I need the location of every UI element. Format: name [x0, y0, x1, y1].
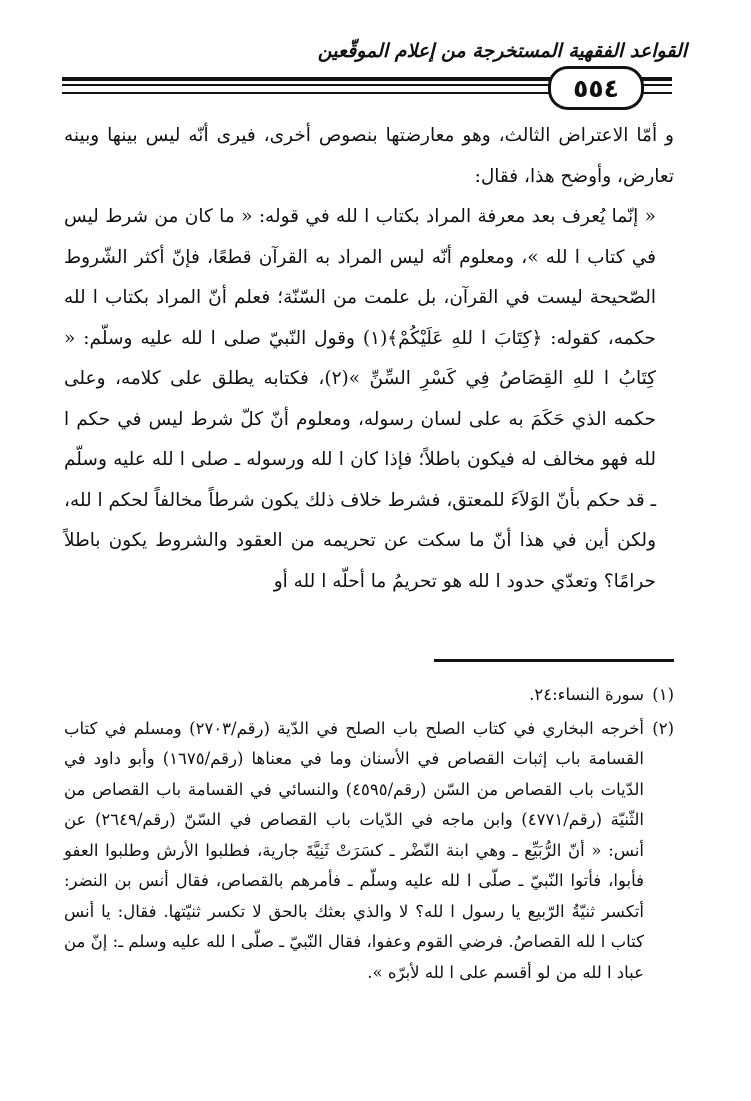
paragraph: و أمّا الاعتراض الثالث، وهو معارضتها بنصوص أخرى، فيرى أنّه ليس بينها وبينه تعارض، وأوضح هذا، فقال:	[64, 125, 674, 187]
main-text	[64, 116, 674, 602]
page-number	[548, 66, 644, 110]
footnote-marker: (١)	[652, 685, 674, 704]
running-title: القواعد الفقهية المستخرجة من إعلام الموقّعين	[317, 40, 687, 62]
footnote-marker: (٢)	[652, 718, 674, 738]
footnotes	[64, 680, 674, 991]
footnote-text: سورة النساء:٢٤.	[529, 685, 644, 704]
footnote-separator	[434, 659, 674, 662]
paragraph: « إنّما يُعرف بعد معرفة المراد بكتاب ا لله في قوله: « ما كان من شرط ليس في كتاب ا لله »، ومعلوم أنّه ليس المراد به القرآن قطعًا، فإنّ أكثر الشّروط الصّحيحة ليست في القرآن، بل علمت من السّنّة؛ فعلم أنّ المراد بكتاب ا لله حكمه، كقوله: ﴿كِتَابَ ا للهِ عَلَيْكُمْ﴾(١) وقول النّبيّ صلى ا لله عليه وسلّم: « كِتَابُ ا للهِ القِصَاصُ فِي كَسْرِ السِّنِّ »(٢)، فكتابه يطلق على كلامه، وعلى حكمه الذي حَكَمَ به على لسان رسوله، ومعلوم أنّ كلّ شرط ليس في حكم ا لله فهو مخالف له فيكون باطلاً؛ فإذا كان ا لله ورسوله ـ صلى ا لله عليه وسلّم ـ قد حكم بأنّ الوَلاَءَ للمعتق، فشرط خلاف ذلك يكون شرطاً مخالفاً لحكم ا لله، ولكن أين في هذا أنّ ما سكت عن تحريمه من العقود والشروط يكون باطلاً حرامًا؟ وتعدّي حدود ا لله هو تحريمُ ما أحلّه ا لله أو	[64, 206, 656, 592]
footnote	[64, 714, 674, 989]
page-number-text: ٥٥٤	[573, 73, 619, 103]
footnote	[64, 680, 674, 711]
footnote-text: أخرجه البخاري في كتاب الصلح باب الصلح في الدّية (رقم/٢٧٠٣) ومسلم في كتاب القسامة باب إثبات القصاص في الأسنان وما في معناها (رقم/١٦٧٥) وأبو داود في الدّيات باب القصاص من السّن (رقم/٤٥٩٥) والنسائي في القسامة باب القصاص من الثّنيّة (رقم/٤٧٧١) وابن ماجه في الدّيات باب القصاص في السّنّ (رقم/٢٦٤٩) عن أنس: « أنّ الرُّبَيِّع ـ وهي ابنة النّضْر ـ كسَرَتْ ثَنِيَّةَ جارية، فطلبوا الأرش وطلبوا العفو فأبوا، فأتوا النّبيّ ـ صلّى ا لله عليه وسلّم ـ فأمرهم بالقصاص، فقال أنس بن النضر: أتكسر ثنيّةُ الرّبيع يا رسول ا لله؟ لا والذي بعثك بالحق لا تكسر ثنيّتها. فقال: يا أنس كتاب ا لله القصاصُ. فرضي القوم وعفوا، فقال النّبيّ ـ صلّى ا لله عليه وسلم ـ: إنّ من عباد ا لله من لو أقسم على ا لله لأبرّه ».	[64, 718, 644, 982]
